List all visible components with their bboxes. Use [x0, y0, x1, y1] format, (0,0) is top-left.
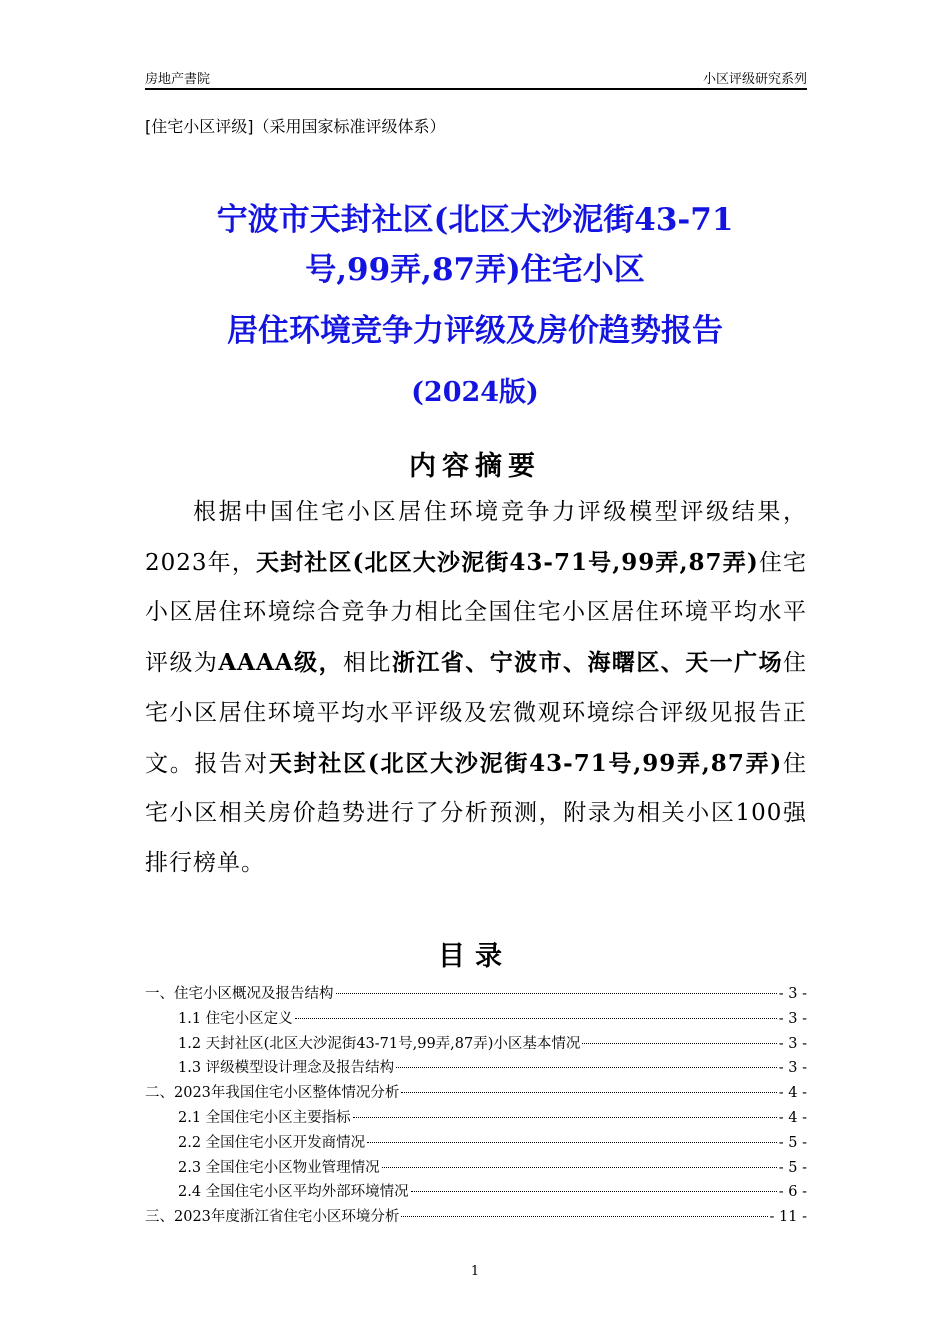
- report-tag: [住宅小区评级]（采用国家标准评级体系）: [145, 117, 446, 136]
- abstract-text: 相比: [343, 650, 392, 677]
- toc-item[interactable]: 2.2 全国住宅小区开发商情况 - 5 -: [178, 1134, 807, 1151]
- abstract-text: 根据中国住宅小区居住环境竞争力评级模型评级结果，2023年，: [145, 499, 807, 576]
- abstract-text: 住宅小区居住环境平均水平评级及宏微观环境综合评级见报告正文。报告对: [145, 650, 808, 777]
- title-line-1: 宁波市天封社区(北区大沙泥街43-71: [216, 202, 734, 238]
- toc-item[interactable]: 2.1 全国住宅小区主要指标 - 4 -: [178, 1109, 807, 1126]
- toc-item[interactable]: 一、住宅小区概况及报告结构 - 3 -: [145, 986, 807, 1002]
- toc-heading: 目录: [438, 941, 512, 972]
- header-left: 房地产書院: [145, 72, 211, 87]
- abstract-text: 住宅小区居住环境综合竞争力相比全国住宅小区居住环境平均水平评级为: [145, 549, 807, 677]
- page-number: 1: [470, 1264, 480, 1279]
- toc-item[interactable]: 2.3 全国住宅小区物业管理情况 - 5 -: [178, 1159, 807, 1176]
- toc-item[interactable]: 1.3 评级模型设计理念及报告结构 - 3 -: [178, 1060, 807, 1077]
- title-edition: (2024版): [411, 377, 539, 408]
- header-right: 小区评级研究系列: [702, 72, 807, 87]
- toc-item[interactable]: 1.1 住宅小区定义 - 3 -: [178, 1010, 807, 1027]
- rating-grade: AAAA级，: [218, 649, 344, 677]
- abstract-paragraph: [145, 488, 807, 889]
- title-line-3: 居住环境竞争力评级及房价趋势报告: [227, 313, 723, 349]
- title-line-2: 号,99弄,87弄)住宅小区: [305, 252, 645, 288]
- abstract-text: 住宅小区相关房价趋势进行了分析预测，附录为相关小区100强排行榜单。: [145, 750, 808, 876]
- toc-item[interactable]: 三、2023年度浙江省住宅小区环境分析 - 11 -: [145, 1209, 807, 1226]
- community-name: 天封社区(北区大沙泥街43-71号,99弄,87弄): [268, 749, 783, 777]
- table-of-contents: [145, 982, 807, 1230]
- page-header: [145, 68, 807, 90]
- community-name: 天封社区(北区大沙泥街43-71号,99弄,87弄): [255, 548, 759, 576]
- toc-item[interactable]: 1.2 天封社区(北区大沙泥街43-71号,99弄,87弄)小区基本情况 - 3 -: [178, 1035, 807, 1052]
- toc-item[interactable]: 2.4 全国住宅小区平均外部环境情况 - 6 -: [178, 1184, 807, 1201]
- abstract-heading: 内容摘要: [409, 451, 541, 482]
- toc-item[interactable]: 二、2023年我国住宅小区整体情况分析 - 4 -: [145, 1085, 807, 1102]
- regions: 浙江省、宁波市、海曙区、天一广场: [391, 649, 784, 677]
